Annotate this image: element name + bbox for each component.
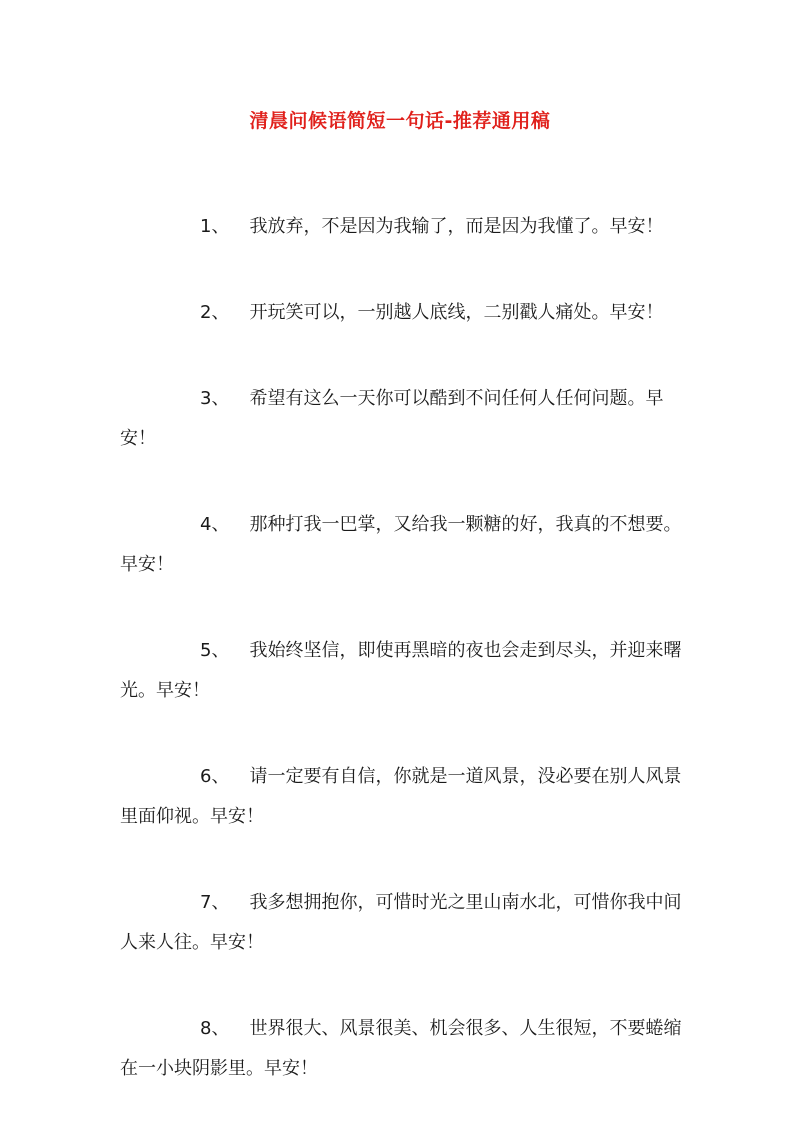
list-item [120, 379, 695, 459]
list-item [120, 505, 695, 585]
item-number: 3、 [200, 388, 230, 409]
list-item [120, 1009, 695, 1089]
item-text: 我放弃，不是因为我输了，而是因为我懂了。早安！ [249, 216, 664, 237]
list-item [120, 883, 695, 963]
list-item [120, 293, 695, 333]
item-number: 6、 [200, 766, 230, 787]
list-item [120, 207, 695, 247]
list-item [120, 631, 695, 711]
item-number: 5、 [200, 640, 230, 661]
list-item [120, 757, 695, 837]
item-text: 我始终坚信，即使再黑暗的夜也会走到尽头，并迎来曙光。早安！ [120, 640, 682, 701]
item-text: 世界很大、风景很美、机会很多、人生很短，不要蜷缩在一小块阴影里。早安！ [120, 1018, 682, 1079]
item-text: 希望有这么一天你可以酷到不问任何人任何问题。早安！ [120, 388, 664, 449]
item-number: 7、 [200, 892, 230, 913]
item-text: 我多想拥抱你，可惜时光之里山南水北，可惜你我中间人来人往。早安！ [120, 892, 682, 953]
item-number: 8、 [200, 1018, 230, 1039]
item-text: 那种打我一巴掌，又给我一颗糖的好，我真的不想要。早安！ [120, 514, 682, 575]
document-title: 清晨问候语简短一句话-推荐通用稿 [249, 110, 551, 132]
item-text: 开玩笑可以，一别越人底线，二别戳人痛处。早安！ [249, 302, 664, 323]
item-number: 1、 [200, 216, 230, 237]
item-text: 请一定要有自信，你就是一道风景，没必要在别人风景里面仰视。早安！ [120, 766, 682, 827]
item-number: 2、 [200, 302, 230, 323]
item-number: 4、 [200, 514, 230, 535]
greeting-list [120, 189, 695, 1135]
